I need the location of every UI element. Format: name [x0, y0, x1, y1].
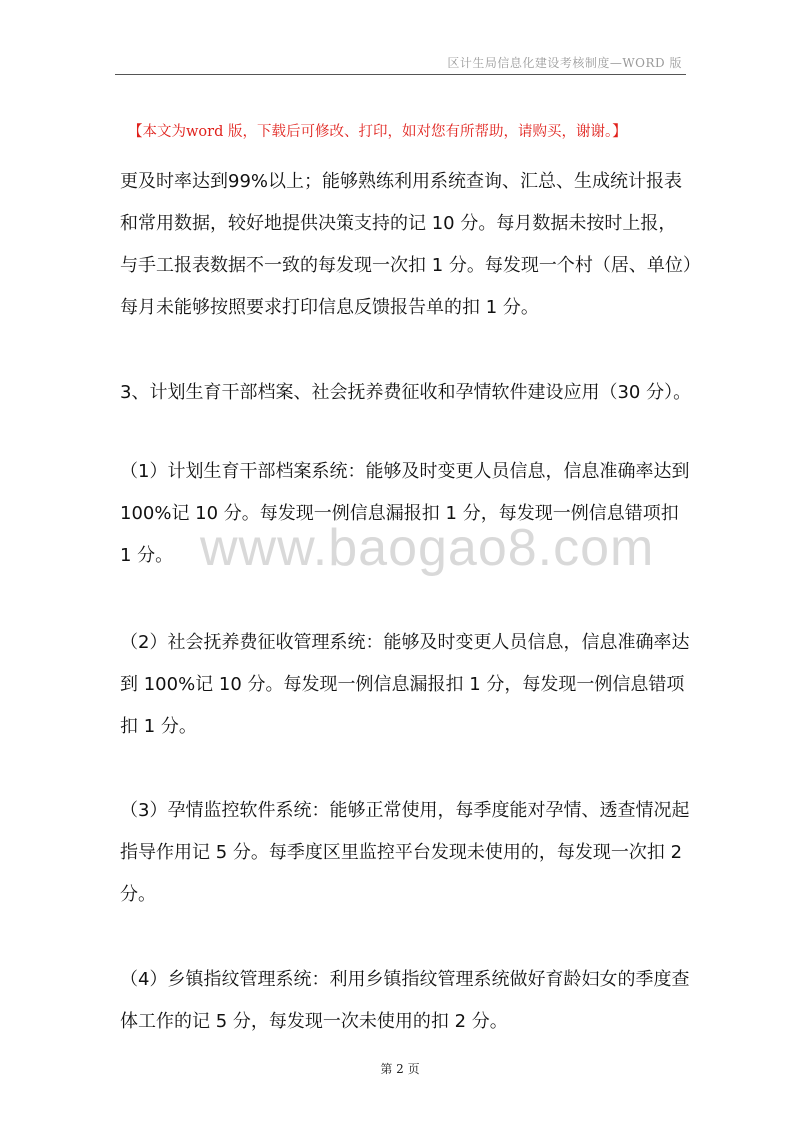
header-divider: [115, 74, 686, 75]
paragraph-item-3: （3）孕情监控软件系统：能够正常使用，每季度能对孕情、透查情况起指导作用记 5 分。每季度区里监控平台发现未使用的，每发现一次扣 2 分。: [120, 800, 690, 905]
paragraph-item-2: （2）社会抚养费征收管理系统：能够及时变更人员信息，信息准确率达到 100%记 10 分。每发现一例信息漏报扣 1 分，每发现一例信息错项扣 1 分。: [120, 632, 690, 737]
paragraph-item-4: （4）乡镇指纹管理系统：利用乡镇指纹管理系统做好育龄妇女的季度查体工作的记 5 分，每发现一次未使用的扣 2 分。: [120, 969, 690, 1032]
watermark: www.baogao8.com: [200, 519, 655, 577]
running-header: 区计生局信息化建设考核制度—WORD 版: [447, 56, 682, 70]
paragraph-item-1: （1）计划生育干部档案系统：能够及时变更人员信息，信息准确率达到 100%记 10 分。每发现一例信息漏报扣 1 分，每发现一例信息错项扣 1 分。: [120, 461, 690, 566]
paragraph-stats-reporting: 更及时率达到99%以上；能够熟练利用系统查询、汇总、生成统计报表和常用数据，较好地提供决策支持的记 10 分。每月数据未按时上报，与手工报表数据不一致的每发现一次扣 1 分。每发现一个村（居、单位）每月未能够按照要求打印信息反馈报告单的扣 1 分。: [120, 171, 692, 318]
purchase-notice: 【本文为word 版，下载后可修改、打印，如对您有所帮助，请购买，谢谢。】: [128, 124, 627, 140]
page-number: 第 2 页: [380, 1062, 420, 1076]
paragraph-section-3-heading: 3、计划生育干部档案、社会抚养费征收和孕情软件建设应用（30 分）。: [120, 382, 692, 403]
